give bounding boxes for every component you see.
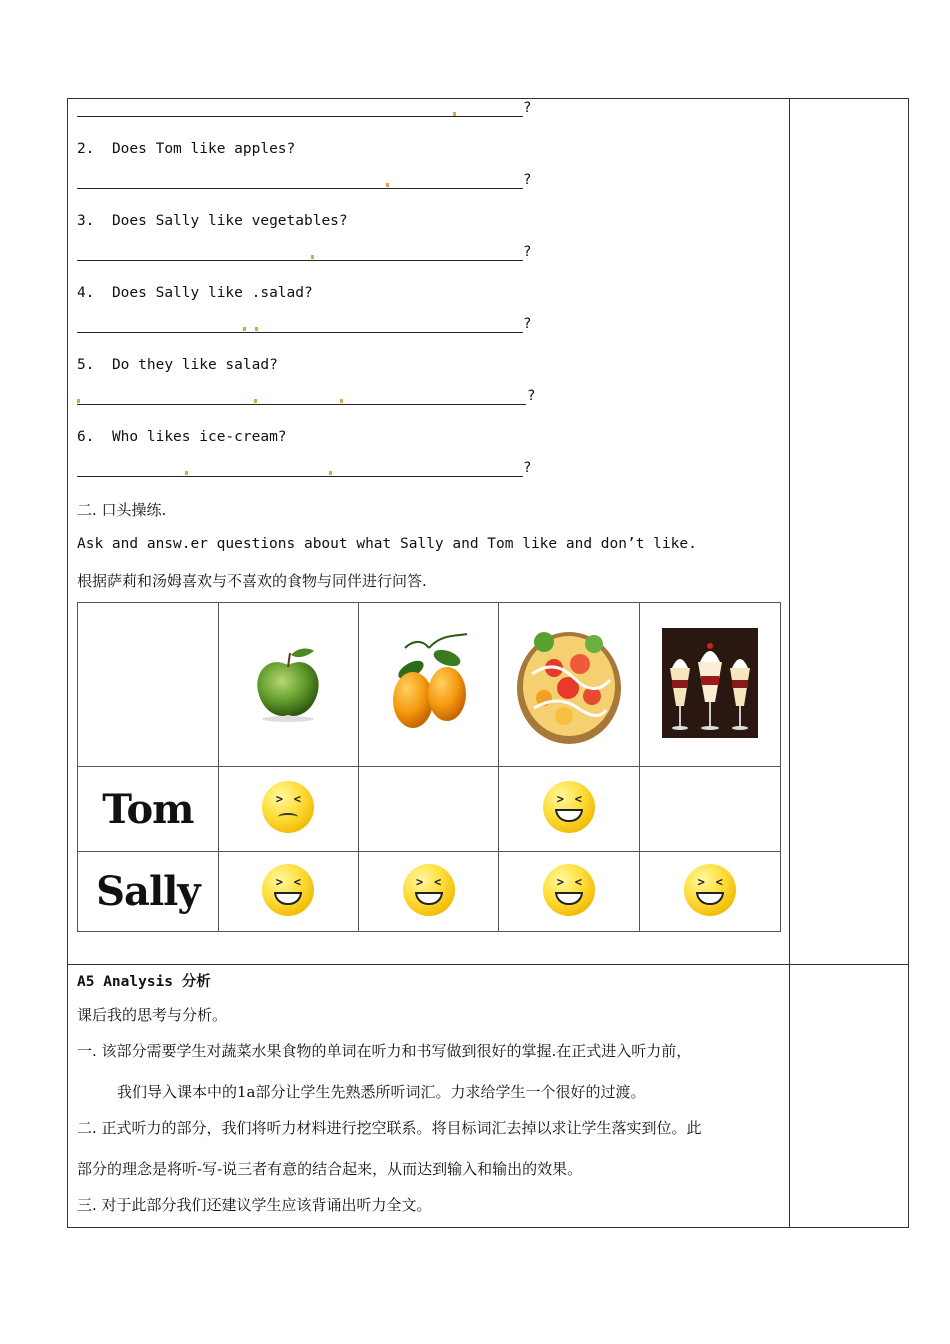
analysis-point-2a: 二. 正式听力的部分，我们将听力材料进行挖空联系。将目标词汇去掉以求让学生落实到位。此 [77,1119,702,1137]
question-number: 3. [77,213,95,229]
food-header-row [78,603,781,767]
food-cell-salad [499,603,640,767]
question-text: Do they like salad? [111,357,278,373]
question-3 [77,213,348,229]
answer-line[interactable] [77,260,523,261]
question-text: Does Tom like apples? [111,141,296,157]
face-cell [218,767,358,852]
food-preference-table [77,602,781,932]
question-number: 6. [77,429,95,445]
face-cell [358,852,499,932]
question-mark: ? [527,388,536,404]
food-cell-ice-cream [640,603,781,767]
question-number: 2. [77,141,95,157]
answer-line[interactable] [77,404,526,405]
face-cell [218,852,358,932]
marker-dot [340,399,343,403]
marker-dot [453,112,456,116]
question-mark: ? [523,100,532,116]
salad-image [514,618,624,748]
food-cell-orange [358,603,499,767]
face-cell [499,852,640,932]
ice-cream-image [662,628,758,738]
oral-instruction-cn: 根据萨莉和汤姆喜欢与不喜欢的食物与同伴进行问答. [77,572,427,590]
marker-dot [386,183,389,187]
like-face-icon: > < [262,864,314,916]
analysis-title: A5 Analysis 分析 [77,974,211,990]
empty-corner-cell [78,603,219,767]
column-divider [789,98,790,1228]
face-cell [499,767,640,852]
question-mark: ? [523,244,532,260]
question-text: Does Sally like vegetables? [111,213,348,229]
marker-dot [329,471,332,475]
marker-dot [311,255,314,259]
question-6 [77,429,287,445]
question-mark: ? [523,460,532,476]
apple-image [248,643,328,723]
like-face-icon: > < [543,864,595,916]
marker-dot [77,399,80,403]
question-text: Who likes ice-cream? [111,429,287,445]
question-mark: ? [523,172,532,188]
analysis-intro: 课后我的思考与分析。 [77,1006,228,1024]
answer-line[interactable] [77,188,523,189]
face-cell [640,767,781,852]
table-row-sally [78,852,781,932]
oral-instruction-en: Ask and answ.er questions about what Sally and Tom like and don’t like. [77,536,697,552]
marker-dot [243,327,246,331]
section-divider [67,964,909,965]
food-cell-apple [218,603,358,767]
question-number: 5. [77,357,95,373]
analysis-point-1b: 我们导入课本中的1a部分让学生先熟悉所听词汇。力求给学生一个很好的过渡。 [117,1083,646,1101]
face-cell [640,852,781,932]
marker-dot [254,399,257,403]
question-number: 4. [77,285,95,301]
answer-line[interactable] [77,332,523,333]
question-text: Does Sally like .salad? [111,285,313,301]
question-mark: ? [523,316,532,332]
table-row-tom [78,767,781,852]
question-4 [77,285,313,301]
question-2 [77,141,295,157]
face-cell [358,767,499,852]
analysis-point-1a: 一. 该部分需要学生对蔬菜水果食物的单词在听力和书写做到很好的掌握.在正式进入听力前， [77,1042,692,1060]
answer-line[interactable] [77,116,523,117]
name-cell [78,852,219,932]
question-5 [77,357,278,373]
answer-line[interactable] [77,476,523,477]
analysis-point-2b: 部分的理念是将听-写-说三者有意的结合起来，从而达到输入和输出的效果。 [77,1160,583,1178]
person-name: Tom [102,785,194,833]
marker-dot [185,471,188,475]
oral-heading: 二. 口头操练. [77,501,167,519]
orange-image [381,628,477,738]
person-name: Sally [96,868,200,915]
dislike-face-icon: > < [262,781,314,833]
like-face-icon: > < [684,864,736,916]
marker-dot [255,327,258,331]
name-cell [78,767,219,852]
analysis-point-3: 三. 对于此部分我们还建议学生应该背诵出听力全文。 [77,1196,432,1214]
like-face-icon: > < [543,781,595,833]
like-face-icon: > < [403,864,455,916]
